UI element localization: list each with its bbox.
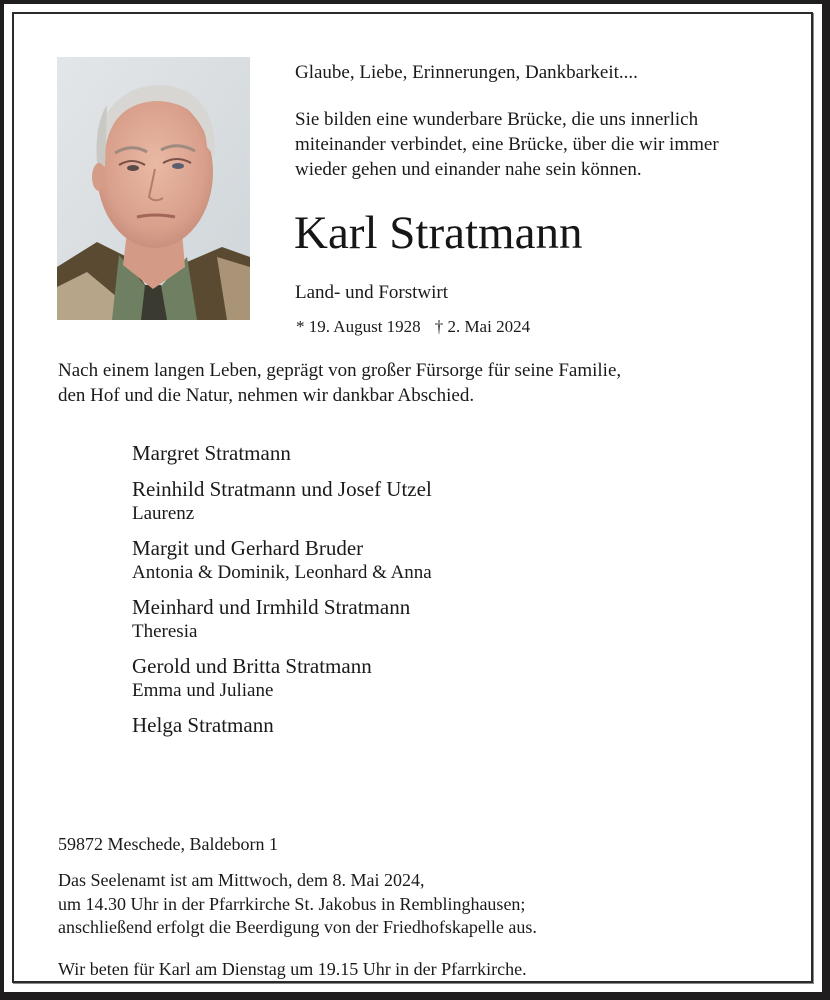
family-group	[132, 535, 432, 584]
family-sub: Antonia & Dominik, Leonhard & Anna	[132, 562, 432, 583]
obituary-frame	[12, 12, 813, 983]
death-date: † 2. Mai 2024	[434, 317, 531, 336]
address: 59872 Meschede, Baldeborn 1	[58, 834, 278, 854]
intro-text	[58, 358, 621, 408]
family-sub: Laurenz	[132, 503, 195, 524]
family-main: Meinhard und Irmhild Stratmann	[132, 595, 411, 619]
family-main: Helga Stratmann	[132, 713, 274, 737]
family-main: Gerold und Britta Stratmann	[132, 654, 372, 678]
family-group	[132, 653, 432, 702]
deceased-profession: Land- und Forstwirt	[295, 282, 449, 303]
service-info	[58, 869, 537, 940]
quote-line: Sie bilden eine wunderbare Brücke, die uns innerlich	[295, 109, 699, 130]
service-line: um 14.30 Uhr in der Pfarrkirche St. Jakobus in Remblinghausen;	[58, 893, 526, 914]
portrait-photo	[57, 57, 250, 320]
family-group	[132, 594, 432, 643]
quote-line: wieder gehen und einander nahe sein können.	[295, 159, 642, 180]
prayer-info: Wir beten für Karl am Dienstag um 19.15 Uhr in der Pfarrkirche.	[58, 959, 527, 979]
family-sub: Theresia	[132, 621, 198, 642]
family-main: Reinhild Stratmann und Josef Utzel	[132, 477, 432, 501]
quote	[295, 107, 719, 182]
family-sub: Emma und Juliane	[132, 680, 274, 701]
family-list	[132, 440, 432, 748]
family-group	[132, 476, 432, 525]
service-line: Das Seelenamt ist am Mittwoch, dem 8. Mai 2024,	[58, 870, 425, 890]
family-group	[132, 440, 432, 466]
family-main: Margit und Gerhard Bruder	[132, 536, 364, 560]
service-line: anschließend erfolgt die Beerdigung von der Friedhofskapelle aus.	[58, 917, 537, 937]
intro-line: den Hof und die Natur, nehmen wir dankbar Abschied.	[58, 385, 475, 406]
obituary-paper	[4, 4, 822, 992]
life-dates	[296, 316, 530, 338]
quote-line: miteinander verbindet, eine Brücke, über die wir immer	[295, 134, 719, 155]
family-group	[132, 712, 432, 738]
family-main: Margret Stratmann	[132, 441, 291, 465]
deceased-name: Karl Stratmann	[294, 207, 583, 259]
motto: Glaube, Liebe, Erinnerungen, Dankbarkeit....	[295, 62, 638, 83]
birth-date: * 19. August 1928	[296, 317, 421, 336]
intro-line: Nach einem langen Leben, geprägt von großer Fürsorge für seine Familie,	[58, 360, 622, 381]
